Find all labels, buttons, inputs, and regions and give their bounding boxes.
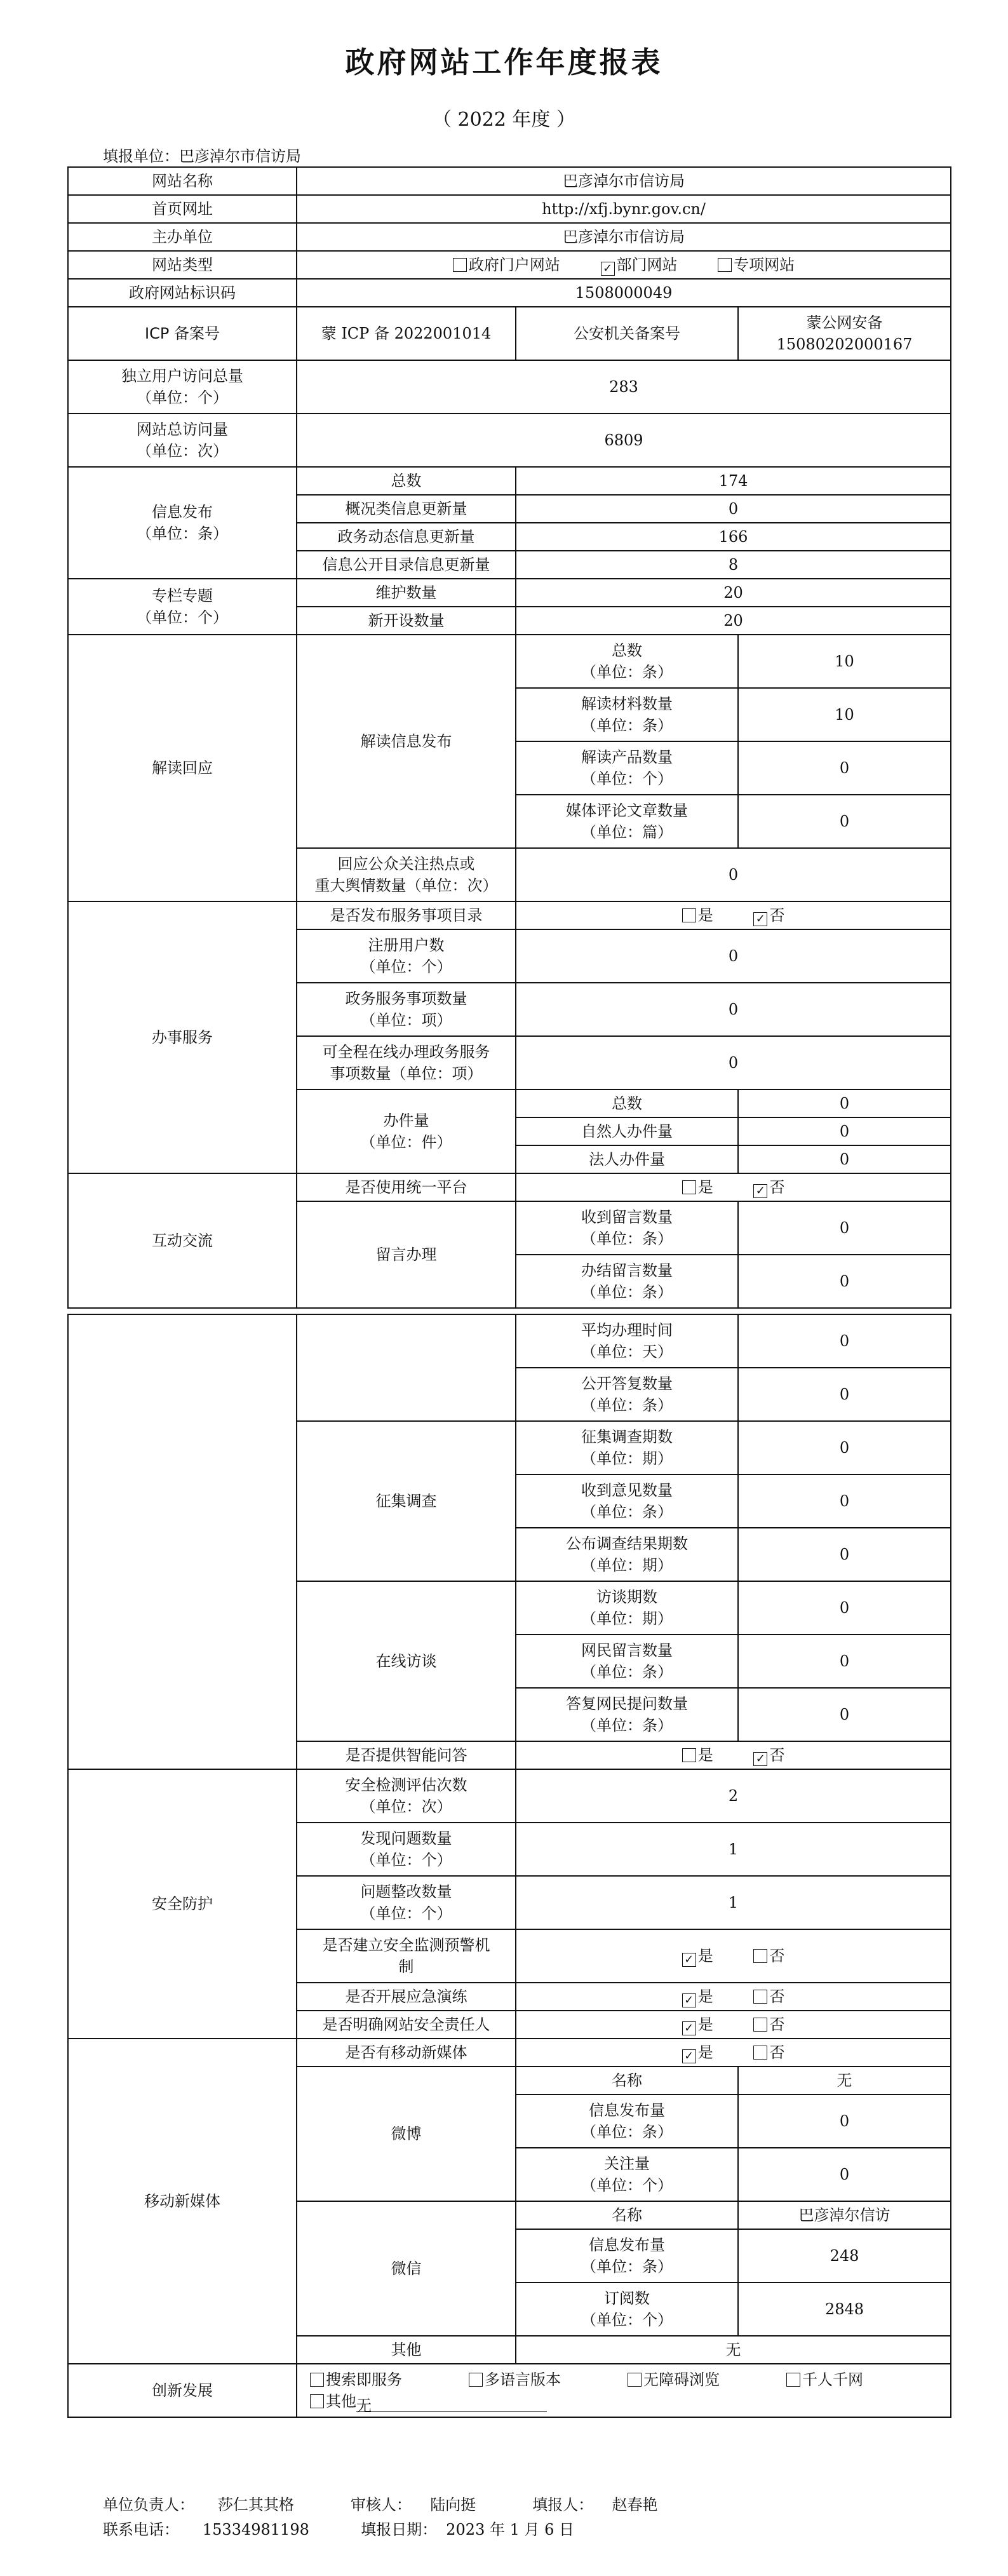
footer-date-value: 2023 年 1 月 6 日 xyxy=(446,2521,575,2539)
msg-row-label xyxy=(516,1201,738,1255)
row-uv xyxy=(68,360,951,414)
value-interact-avg: 0 xyxy=(738,1314,951,1368)
row-column-maintain xyxy=(68,579,951,607)
row-mobile-has xyxy=(68,2039,951,2067)
interact-platform-no-label: 否 xyxy=(769,1178,785,1196)
innovation-option-other xyxy=(310,2392,547,2415)
info-row-label: 总数 xyxy=(297,467,516,495)
label-interact-msg-cont xyxy=(297,1314,516,1421)
interact-platform-yes xyxy=(682,1178,713,1196)
security-drill-options xyxy=(516,1983,951,2011)
label-weibo-name: 名称 xyxy=(516,2067,738,2094)
checkbox-checked-icon: ✓ xyxy=(682,1993,696,2007)
label-site-code: 政府网站标识码 xyxy=(68,279,297,307)
label-pv xyxy=(68,414,297,467)
survey-row-label xyxy=(516,1528,738,1581)
checkbox-unchecked-icon xyxy=(753,1949,767,1963)
mobile-has-no xyxy=(753,2044,784,2061)
footer-phone-label: 联系电话： xyxy=(103,2521,179,2539)
mobile-has-no-label: 否 xyxy=(769,2044,785,2061)
innovation-option-other-label: 其他 xyxy=(326,2392,356,2410)
checkbox-checked-icon: ✓ xyxy=(753,1752,767,1766)
security-monitor-yes-label: 是 xyxy=(697,1947,713,1965)
footer-phone xyxy=(103,2521,318,2539)
checkbox-checked-icon: ✓ xyxy=(753,912,767,926)
smart-qa-no-label: 否 xyxy=(769,1746,785,1764)
footer-phone-value: 15334981198 xyxy=(202,2521,309,2539)
msg-row-unit: （单位：条） xyxy=(581,1283,673,1301)
value-weibo-name: 无 xyxy=(738,2067,951,2094)
label-wechat-name: 名称 xyxy=(516,2201,738,2229)
label-service-volume xyxy=(297,1089,516,1173)
wechat-row-label-text: 订阅数 xyxy=(604,2289,650,2307)
label-column-text: 专栏专题 xyxy=(152,587,213,605)
interview-row-unit: （单位：期） xyxy=(581,1610,673,1628)
footer-head-value: 莎仁其其格 xyxy=(217,2496,294,2514)
label-weibo: 微博 xyxy=(297,2067,516,2201)
weibo-row-label-text: 信息发布量 xyxy=(589,2101,665,2119)
label-interact-platform: 是否使用统一平台 xyxy=(297,1173,516,1201)
volume-row-label: 总数 xyxy=(516,1089,738,1117)
innovation-option-search xyxy=(310,2369,469,2391)
value-service-online: 0 xyxy=(516,1036,951,1089)
label-pv-text: 网站总访问量 xyxy=(137,421,228,438)
label-security-checks xyxy=(297,1769,516,1823)
interpret-row-label-text: 媒体评论文章数量 xyxy=(566,802,688,819)
site-type-portal-label: 政府门户网站 xyxy=(468,256,560,274)
label-site-name: 网站名称 xyxy=(68,167,297,195)
label-security-monitor-line1: 是否建立安全监测预警机 xyxy=(322,1936,490,1954)
interpret-row-label-text: 总数 xyxy=(612,642,642,659)
footer-date-label: 填报日期： xyxy=(361,2521,438,2539)
value-wechat-name: 巴彦淖尔信访 xyxy=(738,2201,951,2229)
footer-reviewer-label: 审核人： xyxy=(350,2496,412,2514)
info-row-value: 0 xyxy=(516,495,951,523)
value-security-fixed: 1 xyxy=(516,1876,951,1929)
interpret-row-unit: （单位：篇） xyxy=(581,823,673,841)
security-owner-yes xyxy=(682,2016,713,2033)
label-mobile-has: 是否有移动新媒体 xyxy=(297,2039,516,2067)
label-interact-avg-text: 平均办理时间 xyxy=(581,1321,673,1339)
label-security-fixed-text: 问题整改数量 xyxy=(360,1883,452,1901)
interpret-row-value: 0 xyxy=(738,741,951,795)
service-catalog-no xyxy=(753,907,784,924)
footer-filler xyxy=(532,2496,666,2514)
msg-row-label-text: 办结留言数量 xyxy=(581,1262,673,1279)
label-service-items xyxy=(297,983,516,1036)
label-security-fixed-unit: （单位：个） xyxy=(360,1905,452,1922)
row-site-code xyxy=(68,279,951,307)
msg-row-value: 0 xyxy=(738,1201,951,1255)
interview-row-label-text: 答复网民提问数量 xyxy=(566,1695,688,1713)
footer-filler-label: 填报人： xyxy=(532,2496,594,2514)
value-security-found: 1 xyxy=(516,1823,951,1876)
smart-qa-no xyxy=(753,1746,784,1764)
weibo-row-unit: （单位：个） xyxy=(581,2176,673,2194)
label-interpret-publish: 解读信息发布 xyxy=(297,635,516,848)
filling-unit: 填报单位：巴彦淖尔市信访局 xyxy=(103,147,301,165)
label-interact-cont xyxy=(68,1314,297,1769)
label-sponsor: 主办单位 xyxy=(68,223,297,251)
interview-row-value: 0 xyxy=(738,1635,951,1688)
label-security-checks-text: 安全检测评估次数 xyxy=(345,1776,467,1794)
value-mobile-other: 无 xyxy=(516,2336,951,2364)
footer-reviewer xyxy=(351,2496,485,2514)
checkbox-unchecked-icon xyxy=(682,1748,696,1762)
footer-filler-value: 赵春艳 xyxy=(612,2496,658,2514)
info-row-label: 政务动态信息更新量 xyxy=(297,523,516,551)
service-catalog-no-label: 否 xyxy=(769,907,785,924)
row-interact-platform xyxy=(68,1173,951,1201)
column-row-label: 新开设数量 xyxy=(297,607,516,635)
interact-platform-options xyxy=(516,1173,951,1201)
interact-platform-no xyxy=(753,1178,784,1196)
footer-line1 xyxy=(103,2492,675,2514)
label-respond-line1: 回应公众关注热点或 xyxy=(337,855,475,873)
label-security-drill: 是否开展应急演练 xyxy=(297,1983,516,2011)
wechat-row-label-text: 信息发布量 xyxy=(589,2236,665,2254)
interview-row-value: 0 xyxy=(738,1581,951,1635)
label-interact-avg-unit: （单位：天） xyxy=(581,1343,673,1361)
label-pv-unit: （单位：次） xyxy=(137,442,228,460)
label-service-users xyxy=(297,929,516,983)
survey-row-label-text: 征集调查期数 xyxy=(581,1428,673,1446)
label-uv-text: 独立用户访问总量 xyxy=(121,367,243,385)
row-site-type xyxy=(68,251,951,279)
security-monitor-no-label: 否 xyxy=(769,1947,785,1965)
label-uv-unit: （单位：个） xyxy=(137,389,228,407)
footer-head-label: 单位负责人： xyxy=(103,2496,194,2514)
service-catalog-options xyxy=(516,901,951,929)
security-owner-options xyxy=(516,2011,951,2039)
security-monitor-yes xyxy=(682,1947,713,1965)
msg-row-value: 0 xyxy=(738,1255,951,1308)
value-site-code: 1508000049 xyxy=(297,279,951,307)
security-drill-yes-label: 是 xyxy=(697,1988,713,2006)
interview-row-label xyxy=(516,1635,738,1688)
value-interact-reply: 0 xyxy=(738,1368,951,1421)
row-innovation xyxy=(68,2364,951,2417)
wechat-row-value: 248 xyxy=(738,2229,951,2283)
checkbox-checked-icon: ✓ xyxy=(753,1184,767,1198)
security-drill-no xyxy=(753,1988,784,2006)
row-interpret-total xyxy=(68,635,951,688)
weibo-row-value: 0 xyxy=(738,2094,951,2148)
checkbox-unchecked-icon xyxy=(753,2046,767,2060)
checkbox-unchecked-icon xyxy=(310,2373,324,2387)
value-uv: 283 xyxy=(297,360,951,414)
label-service-volume-unit: （单位：件） xyxy=(360,1133,452,1151)
innovation-option-accessible-label: 无障碍浏览 xyxy=(643,2371,720,2389)
msg-row-unit: （单位：条） xyxy=(581,1230,673,1248)
innovation-options xyxy=(297,2364,951,2417)
weibo-row-unit: （单位：条） xyxy=(581,2123,673,2141)
site-type-options xyxy=(297,251,951,279)
column-row-label: 维护数量 xyxy=(297,579,516,607)
label-security-owner: 是否明确网站安全责任人 xyxy=(297,2011,516,2039)
row-info-total xyxy=(68,467,951,495)
smart-qa-options xyxy=(516,1741,951,1769)
innovation-option-multilang-label: 多语言版本 xyxy=(485,2371,561,2389)
label-security: 安全防护 xyxy=(68,1769,297,2039)
security-monitor-options xyxy=(516,1929,951,1983)
label-interact-reply-unit: （单位：条） xyxy=(581,1396,673,1414)
footer-head xyxy=(103,2496,303,2514)
checkbox-unchecked-icon xyxy=(753,1990,767,2004)
checkbox-checked-icon: ✓ xyxy=(601,262,615,276)
site-type-portal xyxy=(453,256,560,274)
row-interact-avg xyxy=(68,1314,951,1368)
value-security-checks: 2 xyxy=(516,1769,951,1823)
value-url: http://xfj.bynr.gov.cn/ xyxy=(297,195,951,223)
info-row-value: 166 xyxy=(516,523,951,551)
info-row-value: 8 xyxy=(516,551,951,579)
interpret-row-unit: （单位：条） xyxy=(581,717,673,734)
innovation-other-underline xyxy=(356,2395,547,2415)
innovation-options-line1 xyxy=(310,2369,946,2391)
label-column xyxy=(68,579,297,635)
value-site-name: 巴彦淖尔市信访局 xyxy=(297,167,951,195)
interpret-row-label xyxy=(516,741,738,795)
interpret-row-label xyxy=(516,795,738,848)
label-interact: 互动交流 xyxy=(68,1173,297,1308)
volume-row-value: 0 xyxy=(738,1089,951,1117)
wechat-row-unit: （单位：个） xyxy=(581,2311,673,2329)
checkbox-checked-icon: ✓ xyxy=(682,2021,696,2035)
label-interact-reply-text: 公开答复数量 xyxy=(581,1375,673,1393)
info-row-label: 概况类信息更新量 xyxy=(297,495,516,523)
interpret-row-value: 0 xyxy=(738,795,951,848)
row-pv xyxy=(68,414,951,467)
weibo-row-label xyxy=(516,2094,738,2148)
checkbox-unchecked-icon xyxy=(682,908,696,922)
row-service-catalog xyxy=(68,901,951,929)
label-security-found xyxy=(297,1823,516,1876)
innovation-option-personalized xyxy=(786,2369,913,2391)
innovation-option-personalized-label: 千人千网 xyxy=(802,2371,863,2389)
interpret-row-label-text: 解读产品数量 xyxy=(581,748,673,766)
info-row-value: 174 xyxy=(516,467,951,495)
label-service-users-unit: （单位：个） xyxy=(360,958,452,976)
label-mobile: 移动新媒体 xyxy=(68,2039,297,2364)
label-security-fixed xyxy=(297,1876,516,1929)
mobile-has-options xyxy=(516,2039,951,2067)
label-interact-msg: 留言办理 xyxy=(297,1201,516,1308)
checkbox-unchecked-icon xyxy=(786,2373,800,2387)
security-drill-no-label: 否 xyxy=(769,1988,785,2006)
label-uv xyxy=(68,360,297,414)
smart-qa-yes xyxy=(682,1746,713,1764)
site-type-special-label: 专项网站 xyxy=(734,256,795,274)
mobile-has-yes xyxy=(682,2044,713,2061)
info-row-label: 信息公开目录信息更新量 xyxy=(297,551,516,579)
row-url xyxy=(68,195,951,223)
survey-row-unit: （单位：条） xyxy=(581,1503,673,1521)
survey-row-label xyxy=(516,1474,738,1528)
report-year: （ 2022 年度 ） xyxy=(433,109,575,131)
label-interact-reply xyxy=(516,1368,738,1421)
label-site-type: 网站类型 xyxy=(68,251,297,279)
label-service: 办事服务 xyxy=(68,901,297,1173)
label-survey: 征集调查 xyxy=(297,1421,516,1581)
value-pv: 6809 xyxy=(297,414,951,467)
checkbox-checked-icon: ✓ xyxy=(682,1953,696,1967)
row-site-name xyxy=(68,167,951,195)
interview-row-value: 0 xyxy=(738,1688,951,1741)
value-icp: 蒙 ICP 备 2022001014 xyxy=(297,307,516,360)
label-column-unit: （单位：个） xyxy=(137,609,228,626)
label-icp: ICP 备案号 xyxy=(68,307,297,360)
wechat-row-value: 2848 xyxy=(738,2283,951,2336)
label-service-online-line1: 可全程在线办理政务服务 xyxy=(322,1043,490,1061)
innovation-option-multilang xyxy=(469,2369,628,2391)
checkbox-unchecked-icon xyxy=(453,258,467,272)
label-service-catalog: 是否发布服务事项目录 xyxy=(297,901,516,929)
survey-row-value: 0 xyxy=(738,1528,951,1581)
innovation-option-accessible xyxy=(628,2369,786,2391)
wechat-row-label xyxy=(516,2283,738,2336)
wechat-row-unit: （单位：条） xyxy=(581,2258,673,2276)
interpret-row-unit: （单位：条） xyxy=(581,663,673,681)
label-smart-qa: 是否提供智能问答 xyxy=(297,1741,516,1769)
security-owner-no-label: 否 xyxy=(769,2016,785,2033)
site-type-special xyxy=(718,256,795,274)
checkbox-unchecked-icon xyxy=(469,2373,483,2387)
mobile-has-yes-label: 是 xyxy=(697,2044,713,2061)
label-innovation: 创新发展 xyxy=(68,2364,297,2417)
label-police: 公安机关备案号 xyxy=(516,307,738,360)
checkbox-checked-icon: ✓ xyxy=(682,2049,696,2063)
survey-row-unit: （单位：期） xyxy=(581,1556,673,1574)
volume-row-label: 自然人办件量 xyxy=(516,1117,738,1145)
value-sponsor: 巴彦淖尔市信访局 xyxy=(297,223,951,251)
label-info-unit: （单位：条） xyxy=(137,525,228,543)
footer-reviewer-value: 陆向挺 xyxy=(430,2496,476,2514)
page-break-gap xyxy=(68,1308,951,1314)
checkbox-unchecked-icon xyxy=(718,258,732,272)
interact-platform-yes-label: 是 xyxy=(697,1178,713,1196)
label-interview: 在线访谈 xyxy=(297,1581,516,1741)
survey-row-value: 0 xyxy=(738,1474,951,1528)
footer-line2 xyxy=(103,2517,592,2539)
label-wechat: 微信 xyxy=(297,2201,516,2336)
security-owner-no xyxy=(753,2016,784,2033)
label-security-found-unit: （单位：个） xyxy=(360,1851,452,1869)
interview-row-label-text: 网民留言数量 xyxy=(581,1642,673,1659)
checkbox-unchecked-icon xyxy=(310,2394,324,2408)
security-monitor-no xyxy=(753,1947,784,1965)
volume-row-value: 0 xyxy=(738,1117,951,1145)
footer-date xyxy=(361,2521,583,2539)
label-service-users-text: 注册用户数 xyxy=(368,936,445,954)
label-service-online xyxy=(297,1036,516,1089)
label-service-volume-text: 办件量 xyxy=(383,1112,429,1130)
label-service-items-text: 政务服务事项数量 xyxy=(345,990,467,1008)
interview-row-label-text: 访谈期数 xyxy=(596,1588,657,1606)
survey-row-value: 0 xyxy=(738,1421,951,1474)
interview-row-label xyxy=(516,1688,738,1741)
column-row-value: 20 xyxy=(516,607,951,635)
label-respond xyxy=(297,848,516,901)
label-interpret: 解读回应 xyxy=(68,635,297,901)
checkbox-unchecked-icon xyxy=(682,1180,696,1194)
msg-row-label xyxy=(516,1255,738,1308)
interview-row-label xyxy=(516,1581,738,1635)
innovation-other-value: 无 xyxy=(356,2397,372,2415)
value-service-items: 0 xyxy=(516,983,951,1036)
row-security-checks xyxy=(68,1769,951,1823)
wechat-row-label xyxy=(516,2229,738,2283)
value-service-users: 0 xyxy=(516,929,951,983)
survey-row-label-text: 公布调查结果期数 xyxy=(566,1535,688,1553)
service-catalog-yes-label: 是 xyxy=(697,907,713,924)
value-police: 蒙公网安备 15080202000167 xyxy=(738,307,951,360)
weibo-row-label xyxy=(516,2148,738,2201)
label-respond-line2: 重大舆情数量（单位：次） xyxy=(314,877,498,894)
label-info xyxy=(68,467,297,579)
volume-row-label: 法人办件量 xyxy=(516,1145,738,1173)
weibo-row-value: 0 xyxy=(738,2148,951,2201)
label-info-text: 信息发布 xyxy=(152,503,213,521)
interview-row-unit: （单位：条） xyxy=(581,1663,673,1681)
site-type-department-label: 部门网站 xyxy=(616,256,678,274)
security-drill-yes xyxy=(682,1988,713,2006)
checkbox-unchecked-icon xyxy=(753,2018,767,2032)
site-type-department xyxy=(601,256,678,274)
security-owner-yes-label: 是 xyxy=(697,2016,713,2033)
weibo-row-label-text: 关注量 xyxy=(604,2155,650,2173)
survey-row-unit: （单位：期） xyxy=(581,1450,673,1467)
label-security-checks-unit: （单位：次） xyxy=(360,1798,452,1816)
service-catalog-yes xyxy=(682,907,713,924)
interpret-row-label xyxy=(516,688,738,741)
label-security-found-text: 发现问题数量 xyxy=(360,1830,452,1847)
msg-row-label-text: 收到留言数量 xyxy=(581,1208,673,1226)
volume-row-value: 0 xyxy=(738,1145,951,1173)
label-mobile-other: 其他 xyxy=(297,2336,516,2364)
smart-qa-yes-label: 是 xyxy=(697,1746,713,1764)
label-security-monitor xyxy=(297,1929,516,1983)
report-title: 政府网站工作年度报表 xyxy=(345,45,663,79)
column-row-value: 20 xyxy=(516,579,951,607)
interpret-row-label-text: 解读材料数量 xyxy=(581,695,673,713)
value-respond: 0 xyxy=(516,848,951,901)
interpret-row-unit: （单位：个） xyxy=(581,770,673,788)
interview-row-unit: （单位：条） xyxy=(581,1716,673,1734)
label-url: 首页网址 xyxy=(68,195,297,223)
label-security-monitor-line2: 制 xyxy=(398,1958,414,1976)
interpret-row-label xyxy=(516,635,738,688)
report-table xyxy=(67,166,951,2418)
label-interact-avg xyxy=(516,1314,738,1368)
checkbox-unchecked-icon xyxy=(628,2373,642,2387)
row-icp xyxy=(68,307,951,360)
innovation-options-line2 xyxy=(310,2391,946,2415)
innovation-option-search-label: 搜索即服务 xyxy=(326,2371,402,2389)
label-service-online-line2: 事项数量（单位：项） xyxy=(330,1065,483,1082)
row-sponsor xyxy=(68,223,951,251)
label-service-items-unit: （单位：项） xyxy=(360,1011,452,1029)
survey-row-label xyxy=(516,1421,738,1474)
survey-row-label-text: 收到意见数量 xyxy=(581,1481,673,1499)
interpret-row-value: 10 xyxy=(738,688,951,741)
interpret-row-value: 10 xyxy=(738,635,951,688)
